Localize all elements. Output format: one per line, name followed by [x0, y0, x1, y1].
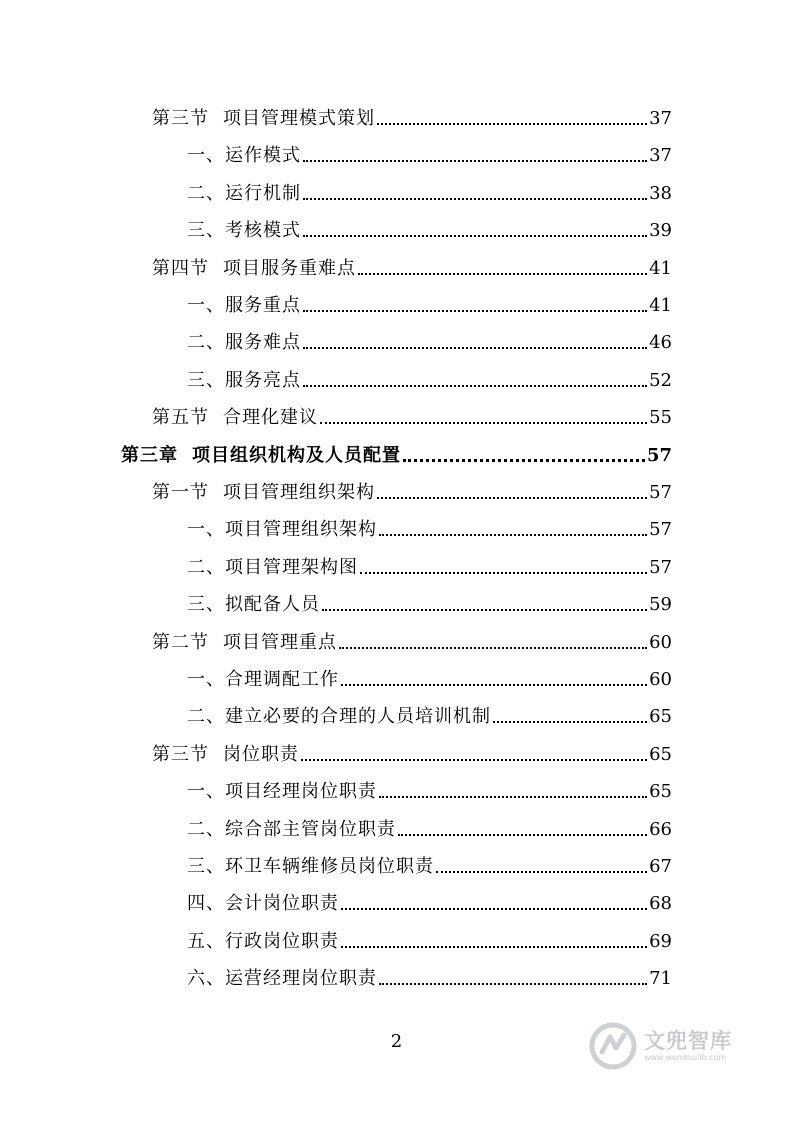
- toc-entry-title: 综合部主管岗位职责: [225, 818, 396, 840]
- toc-entry-title: 项目管理模式策划: [223, 108, 375, 129]
- toc-entry-chapter[interactable]: [121, 441, 672, 467]
- toc-entry-title: 行政岗位职责: [225, 930, 339, 952]
- toc-entry-page: 57: [646, 444, 672, 466]
- toc-entry-label: [152, 258, 356, 280]
- toc-entry-label: [187, 145, 301, 167]
- toc-entry-page: 71: [649, 968, 672, 990]
- toc-dot-leader: [303, 310, 647, 312]
- toc-dot-leader: [341, 684, 647, 686]
- toc-entry-title: 考核模式: [225, 220, 301, 242]
- toc-entry-section[interactable]: [152, 628, 672, 654]
- toc-dot-leader: [303, 385, 647, 387]
- watermark: [588, 1016, 758, 1076]
- toc-entry-prefix: 第三节: [152, 743, 209, 765]
- toc-dot-leader: [339, 647, 647, 649]
- toc-entry-label: [187, 706, 491, 728]
- toc-entry-label: [121, 445, 401, 467]
- toc-dot-leader: [377, 497, 647, 499]
- toc-entry-section[interactable]: [152, 740, 672, 766]
- toc-entry-prefix: 第五节: [152, 407, 209, 429]
- toc-entry-item[interactable]: [187, 141, 672, 167]
- toc-dot-leader: [303, 198, 647, 200]
- toc-dot-leader: [360, 572, 647, 574]
- toc-entry-page: 68: [649, 893, 672, 915]
- toc-dot-leader: [358, 273, 647, 275]
- toc-entry-section[interactable]: [152, 403, 672, 429]
- toc-entry-label: [187, 370, 301, 392]
- toc-entry-item[interactable]: [187, 515, 672, 541]
- toc-entry-prefix: 二、: [187, 332, 225, 354]
- watermark-text: [644, 1029, 732, 1063]
- toc-entry-page: 41: [649, 257, 672, 279]
- toc-entry-item[interactable]: [187, 702, 672, 728]
- toc-entry-item[interactable]: [187, 927, 672, 953]
- toc-entry-label: [187, 183, 301, 205]
- toc-entry-title: 运作模式: [225, 145, 301, 167]
- toc-entry-label: [187, 557, 358, 579]
- toc-entry-prefix: 三、: [187, 856, 225, 877]
- toc-entry-title: 服务难点: [225, 332, 301, 354]
- toc-entry-prefix: 第三节: [152, 108, 209, 129]
- toc-entry-prefix: 一、: [187, 145, 225, 167]
- toc-entry-page: 57: [649, 556, 672, 578]
- toc-entry-page: 59: [649, 594, 672, 616]
- toc-entry-section[interactable]: [152, 254, 672, 280]
- toc-dot-leader: [341, 946, 647, 948]
- toc-entry-label: [152, 482, 375, 504]
- toc-entry-item[interactable]: [187, 889, 672, 915]
- toc-entry-page: 39: [649, 220, 672, 242]
- toc-entry-section[interactable]: [152, 478, 672, 504]
- toc-entry-title: 项目经理岗位职责: [225, 781, 377, 803]
- watermark-title: 文兜智库: [644, 1029, 732, 1053]
- toc-entry-page: 57: [649, 519, 672, 541]
- toc-entry-prefix: 一、: [187, 295, 225, 316]
- toc-dot-leader: [398, 834, 647, 836]
- toc-entry-page: 67: [649, 856, 672, 877]
- toc-entry-label: [152, 407, 318, 429]
- toc-entry-prefix: 第二节: [152, 631, 209, 653]
- toc-entry-prefix: 一、: [187, 781, 225, 803]
- toc-entry-title: 项目管理架构图: [225, 556, 358, 578]
- toc-dot-leader: [403, 459, 645, 462]
- toc-dot-leader: [303, 235, 647, 237]
- toc-entry-prefix: 二、: [187, 556, 225, 578]
- toc-entry-page: 69: [649, 930, 672, 952]
- toc-entry-label: [187, 893, 339, 915]
- toc-entry-label: [187, 519, 377, 541]
- toc-entry-title: 项目管理重点: [223, 631, 337, 653]
- toc-entry-title: 项目管理组织架构: [223, 482, 375, 503]
- toc-entry-prefix: 二、: [187, 706, 225, 728]
- toc-entry-prefix: 三、: [187, 594, 225, 616]
- toc-entry-prefix: 六、: [187, 968, 225, 990]
- toc-dot-leader: [379, 796, 647, 798]
- toc-entry-page: 38: [649, 182, 672, 204]
- toc-entry-prefix: 第三章: [121, 444, 178, 466]
- toc-entry-item[interactable]: [187, 216, 672, 242]
- toc-entry-page: 52: [649, 369, 672, 391]
- toc-entry-title: 拟配备人员: [225, 594, 320, 616]
- toc-dot-leader: [322, 609, 647, 611]
- toc-entry-item[interactable]: [187, 291, 672, 317]
- toc-entry-label: [187, 594, 320, 616]
- toc-entry-item[interactable]: [187, 665, 672, 691]
- toc-dot-leader: [379, 534, 647, 536]
- toc-entry-page: 37: [649, 145, 672, 167]
- toc-entry-label: [152, 108, 375, 130]
- toc-entry-label: [187, 931, 339, 953]
- toc-entry-prefix: 第一节: [152, 482, 209, 503]
- toc-entry-label: [187, 819, 396, 841]
- toc-entry-page: 65: [649, 781, 672, 803]
- toc-entry-item[interactable]: [187, 179, 672, 205]
- toc-entry-title: 运营经理岗位职责: [225, 968, 377, 990]
- toc-entry-label: [187, 856, 434, 878]
- toc-entry-title: 项目组织机构及人员配置: [192, 444, 401, 466]
- toc-entry-title: 合理调配工作: [225, 669, 339, 690]
- toc-dot-leader: [301, 759, 647, 761]
- toc-entry-item[interactable]: [187, 553, 672, 579]
- toc-dot-leader: [341, 908, 647, 910]
- toc-entry-prefix: 五、: [187, 930, 225, 952]
- toc-entry-title: 环卫车辆维修员岗位职责: [225, 856, 434, 877]
- toc-entry-title: 合理化建议: [223, 407, 318, 429]
- toc-entry-label: [187, 781, 377, 803]
- toc-entry-item[interactable]: [187, 815, 672, 841]
- toc-dot-leader: [436, 871, 647, 873]
- toc-dot-leader: [493, 721, 647, 723]
- toc-entry-label: [187, 332, 301, 354]
- toc-entry-label: [187, 968, 377, 990]
- toc-entry-label: [152, 632, 337, 654]
- toc-dot-leader: [320, 422, 647, 424]
- toc-entry-prefix: 一、: [187, 669, 225, 690]
- toc-entry-page: 46: [649, 332, 672, 354]
- toc-entry-page: 60: [649, 631, 672, 653]
- page-number: 2: [390, 1031, 403, 1052]
- toc-entry-prefix: 三、: [187, 369, 225, 391]
- toc-entry-label: [187, 669, 339, 691]
- toc-entry-title: 服务重点: [225, 295, 301, 316]
- toc-entry-page: 66: [649, 818, 672, 840]
- toc-entry-item[interactable]: [187, 852, 672, 878]
- toc-entry-page: 37: [649, 108, 672, 129]
- toc-entry-prefix: 四、: [187, 893, 225, 915]
- toc-entry-title: 项目管理组织架构: [225, 519, 377, 541]
- toc-entry-title: 岗位职责: [223, 743, 299, 765]
- toc-entry-prefix: 二、: [187, 182, 225, 204]
- toc-dot-leader: [377, 123, 647, 125]
- toc-entry-title: 建立必要的合理的人员培训机制: [225, 706, 491, 728]
- toc-entry-label: [187, 295, 301, 317]
- toc-entry-page: 55: [649, 407, 672, 429]
- toc-entry-page: 57: [649, 482, 672, 503]
- toc-entry-prefix: 第四节: [152, 257, 209, 279]
- toc-entry-label: [187, 220, 301, 242]
- toc-dot-leader: [303, 160, 647, 162]
- watermark-url: www.wendoulib.com: [644, 1053, 727, 1062]
- toc-entry-prefix: 一、: [187, 519, 225, 541]
- toc-entry-title: 项目服务重难点: [223, 257, 356, 279]
- toc-entry-item[interactable]: [187, 328, 672, 354]
- toc-entry-page: 60: [649, 669, 672, 690]
- toc-entry-section[interactable]: [152, 104, 672, 130]
- toc-dot-leader: [303, 347, 647, 349]
- toc-entry-item[interactable]: [187, 964, 672, 990]
- toc-dot-leader: [379, 983, 647, 985]
- toc-entry-prefix: 三、: [187, 220, 225, 242]
- toc-entry-title: 服务亮点: [225, 369, 301, 391]
- toc-entry-prefix: 二、: [187, 818, 225, 840]
- toc-entry-title: 会计岗位职责: [225, 893, 339, 915]
- toc-entry-page: 65: [649, 743, 672, 765]
- toc-entry-label: [152, 744, 299, 766]
- toc-entry-item[interactable]: [187, 590, 672, 616]
- toc-entry-item[interactable]: [187, 777, 672, 803]
- toc-entry-item[interactable]: [187, 366, 672, 392]
- toc-entry-page: 65: [649, 706, 672, 728]
- toc-entry-page: 41: [649, 295, 672, 316]
- toc-entry-title: 运行机制: [225, 182, 301, 204]
- wendou-logo-icon: [588, 1021, 638, 1071]
